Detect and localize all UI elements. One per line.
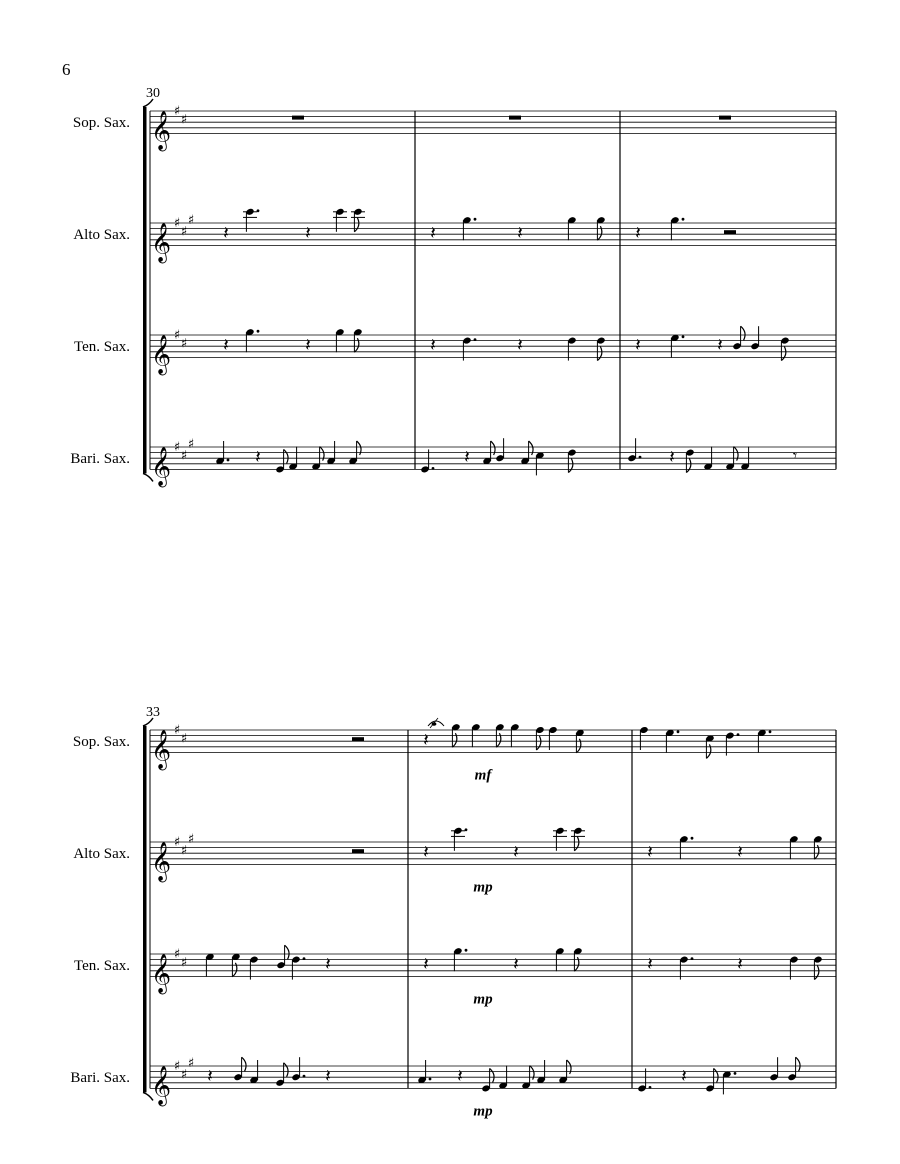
key-sharp: ♯ [180,955,188,971]
key-sharp: ♯ [173,835,181,850]
flag [285,945,289,959]
instrument-label: Sop. Sax. [72,115,130,132]
quarter-rest: 𝄽 [207,1065,213,1087]
quarter-rest: 𝄽 [430,334,436,356]
quarter-rest: 𝄽 [635,222,641,244]
dynamic-marking: mf [474,767,492,784]
quarter-rest: 𝄽 [635,334,641,356]
page-number: 6 [62,60,71,79]
flag [714,1068,718,1082]
key-sharp: ♯ [187,213,195,229]
dynamic-marking: mp [473,991,493,1008]
dot [639,456,642,459]
dot [734,1072,737,1075]
dot [432,467,435,470]
quarter-rest: 𝄽 [325,1065,331,1087]
dynamic-marking: mp [473,879,493,896]
instrument-label: Bari. Sax. [70,451,130,468]
dot [429,1078,432,1081]
key-sharp: ♯ [187,437,195,453]
quarter-rest: 𝄽 [517,222,523,244]
treble-clef: 𝄞 [150,334,172,375]
key-sharp: ♯ [173,723,181,738]
key-sharp: ♯ [180,731,188,747]
key-sharp: ♯ [173,947,181,962]
dot [303,1075,306,1078]
quarter-rest: 𝄽 [423,953,429,975]
instrument-label: Ten. Sax. [73,958,130,975]
whole-rest [719,116,731,120]
treble-clef: 𝄞 [150,222,172,263]
quarter-rest: 𝄽 [517,334,523,356]
treble-clef: 𝄞 [150,953,172,994]
quarter-rest: 𝄽 [223,222,229,244]
quarter-rest: 𝄽 [513,841,519,863]
dot [649,1086,652,1089]
quarter-rest: 𝄽 [464,446,470,468]
quarter-rest: 𝄽 [717,334,723,356]
dot [465,828,468,831]
quarter-rest: 𝄽 [223,334,229,356]
treble-clef: 𝄞 [150,1065,172,1106]
flag [686,459,690,473]
half-rest [352,737,364,741]
key-sharp: ♯ [180,112,188,128]
flag [597,347,601,361]
flag [781,347,785,361]
flag [284,449,288,463]
key-sharp: ♯ [173,328,181,343]
quarter-rest: 𝄽 [423,729,429,751]
key-sharp: ♯ [187,1056,195,1072]
flag [242,1057,246,1071]
flag [354,218,358,232]
dot [737,733,740,736]
flag [536,736,540,750]
quarter-rest: 𝄽 [305,334,311,356]
treble-clef: 𝄞 [150,841,172,882]
instrument-label: Ten. Sax. [73,339,130,356]
quarter-rest: 𝄽 [305,222,311,244]
key-sharp: ♯ [173,104,181,119]
quarter-rest: 𝄽 [255,446,261,468]
quarter-rest: 𝄽 [457,1065,463,1087]
key-sharp: ♯ [180,843,188,859]
key-sharp: ♯ [180,1067,188,1083]
quarter-rest: 𝄽 [681,1065,687,1087]
dot [303,957,306,960]
dot [677,730,680,733]
treble-clef: 𝄞 [150,729,172,770]
system-bracket [143,726,147,1092]
key-sharp: ♯ [180,448,188,464]
treble-clef: 𝄞 [150,110,172,151]
instrument-label: Alto Sax. [73,227,130,244]
dot [257,330,260,333]
instrument-label: Sop. Sax. [72,734,130,751]
quarter-rest: 𝄽 [430,222,436,244]
measure-number: 30 [146,86,160,101]
dot [691,957,694,960]
quarter-rest: 𝄽 [647,841,653,863]
whole-rest [292,116,304,120]
dot [474,218,477,221]
measure-number: 33 [146,705,160,720]
flag [796,1057,800,1071]
quarter-rest: 𝄽 [737,953,743,975]
treble-clef: 𝄞 [150,446,172,487]
dynamic-marking: mp [473,1103,493,1120]
key-sharp: ♯ [173,1059,181,1074]
flag [741,326,745,340]
eighth-rest: 𝄾 [792,446,798,465]
flag [490,1068,494,1082]
key-sharp: ♯ [173,440,181,455]
dot [465,949,468,952]
key-sharp: ♯ [187,832,195,848]
instrument-label: Alto Sax. [73,846,130,863]
quarter-rest: 𝄽 [325,953,331,975]
key-sharp: ♯ [173,216,181,231]
system-bracket [143,107,147,473]
quarter-rest: 𝄽 [423,841,429,863]
instrument-label: Bari. Sax. [70,1070,130,1087]
dot [769,730,772,733]
half-rest [352,849,364,853]
dot [682,218,685,221]
dot [227,459,230,462]
flag [574,837,578,851]
quarter-rest: 𝄽 [737,841,743,863]
flag [284,1063,288,1077]
key-sharp: ♯ [180,224,188,240]
dot [691,837,694,840]
dot [257,209,260,212]
flag [814,966,818,980]
quarter-rest: 𝄽 [647,953,653,975]
quarter-rest: 𝄽 [669,446,675,468]
dot [474,338,477,341]
key-sharp: ♯ [180,336,188,352]
dot [682,335,685,338]
whole-rest [509,116,521,120]
flag [568,459,572,473]
half-rest [724,230,736,234]
quarter-rest: 𝄽 [513,953,519,975]
